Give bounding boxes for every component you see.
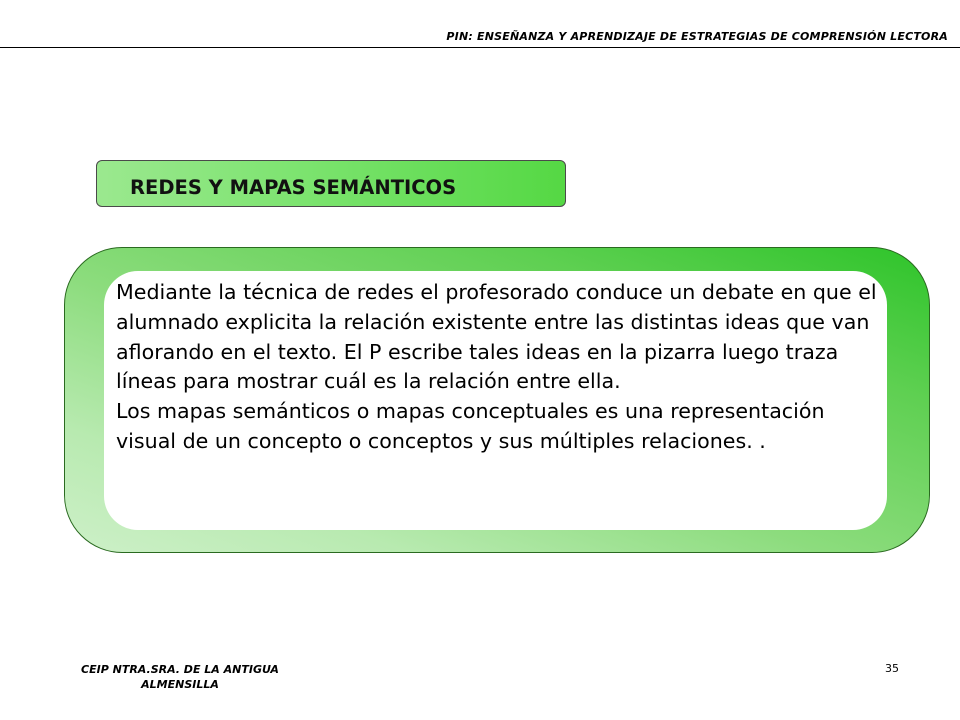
footer-school	[48, 662, 312, 692]
footer-school-town: ALMENSILLA	[141, 678, 219, 691]
page-number: 35	[885, 662, 899, 675]
header-divider	[0, 47, 960, 48]
header-title: PIN: ENSEÑANZA Y APRENDIZAJE DE ESTRATEGIAS DE COMPRENSIÓN LECTORA	[446, 30, 948, 43]
slide-title: REDES Y MAPAS SEMÁNTICOS	[130, 176, 457, 199]
paragraph-redes: Mediante la técnica de redes el profesorado conduce un debate en que el alumnado explicita la relación existente entre las distintas ideas que van aflorando en el texto. El P escribe tales ideas en la pizarra luego traza líneas para mostrar cuál es la relación entre ella.	[116, 280, 877, 394]
content-text	[116, 278, 886, 457]
paragraph-mapas: Los mapas semánticos o mapas conceptuales es una representación visual de un concepto o conceptos y sus múltiples relaciones. .	[116, 399, 825, 453]
footer-school-name: CEIP NTRA.SRA. DE LA ANTIGUA	[81, 663, 279, 676]
